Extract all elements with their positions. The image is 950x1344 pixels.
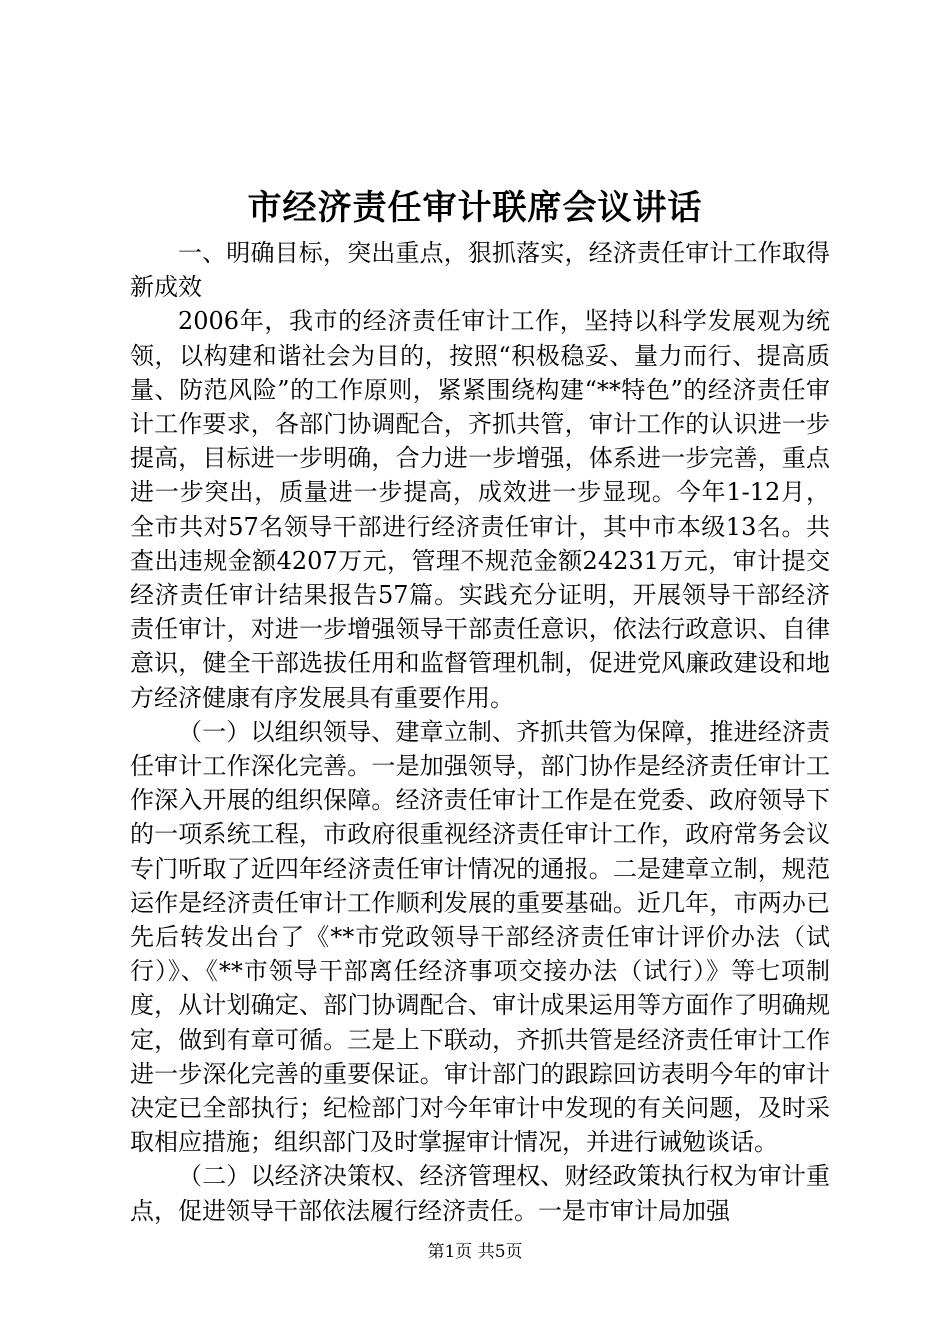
body-paragraph-1: 2006年，我市的经济责任审计工作，坚持以科学发展观为统领，以构建和谐社会为目的，按照“积极稳妥、量力而行、提高质量、防范风险”的工作原则，紧紧围绕构建“**特色”的经济责任审计工作要求，各部门协调配合，齐抓共管，审计工作的认识进一步提高，目标进一步明确，合力进一步增强，体系进一步完善，重点进一步突出，质量进一步提高，成效进一步显现。今年1-12月，全市共对57名领导干部进行经济责任审计，其中市本级13名。共查出违规金额4207万元，管理不规范金额24231万元，审计提交经济责任审计结果报告57篇。实践充分证明，开展领导干部经济责任审计，对进一步增强领导干部责任意识，依法行政意识、自律意识，健全干部选拔任用和监督管理机制，促进党风廉政建设和地方经济健康有序发展具有重要作用。	[130, 307, 830, 712]
document-body	[130, 236, 830, 1228]
section-heading-1: 一、明确目标，突出重点，狠抓落实，经济责任审计工作取得新成效	[130, 239, 830, 302]
body-paragraph-3: （二）以经济决策权、经济管理权、财经政策执行权为审计重点，促进领导干部依法履行经济责任。一是市审计局加强	[130, 1162, 830, 1225]
page-number-footer: 第1页 共5页	[427, 1242, 523, 1262]
document-title: 市经济责任审计联席会议讲话	[247, 188, 703, 228]
body-paragraph-2: （一）以组织领导、建章立制、齐抓共管为保障，推进经济责任审计工作深化完善。一是加强领导，部门协作是经济责任审计工作深入开展的组织保障。经济责任审计工作是在党委、政府领导下的一项系统工程，市政府很重视经济责任审计工作，政府常务会议专门听取了近四年经济责任审计情况的通报。二是建章立制，规范运作是经济责任审计工作顺利发展的重要基础。近几年，市两办已先后转发出台了《**市党政领导干部经济责任审计评价办法（试行）》、《**市领导干部离任经济事项交接办法（试行）》等七项制度，从计划确定、部门协调配合、审计成果运用等方面作了明确规定，做到有章可循。三是上下联动，齐抓共管是经济责任审计工作进一步深化完善的重要保证。审计部门的跟踪回访表明今年的审计决定已全部执行；纪检部门对今年审计中发现的有关问题，及时采取相应措施；组织部门及时掌握审计情况，并进行诫勉谈话。	[130, 717, 830, 1157]
